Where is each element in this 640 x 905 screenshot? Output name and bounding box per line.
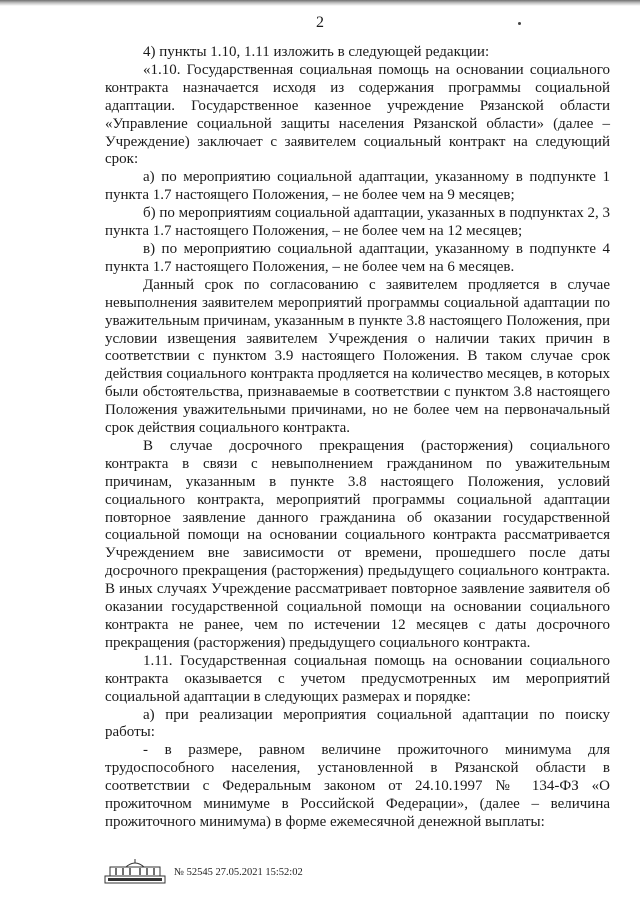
- paragraph: 1.11. Государственная социальная помощь на основании социального контракта оказывается с учетом предусмотренных им мероприятий социальной адаптации в следующих размерах и порядке:: [105, 652, 610, 705]
- paragraph: 4) пункты 1.10, 1.11 изложить в следующей редакции:: [143, 44, 490, 60]
- paragraph: а) при реализации мероприятия социальной адаптации по поиску работы:: [105, 706, 610, 741]
- paragraph: а) по мероприятию социальной адаптации, указанному в подпункте 1 пункта 1.7 настоящего Положения, – не более чем на 9 месяцев;: [105, 169, 610, 204]
- paragraph: Данный срок по согласованию с заявителем продляется в случае невыполнения заявителем мероприятий программы социальной адаптации по уважительным причинам, указанным в пункте 3.8 настоящего Положения, при условии извещения заявителем Учреждения о наличии таких причин в соответствии с пунктом 3.9 настоящего Положения. В таком случае срок действия социального контракта продляется на количество месяцев, в которых были обстоятельства, признаваемые в соответствии с пунктом 3.8 настоящего Положения уважительными причинами, но не более чем на первоначальный срок действия социального контракта.: [105, 276, 610, 437]
- scan-speck: [518, 22, 521, 25]
- paragraph: - в размере, равном величине прожиточного минимума для трудоспособного населения, установленной в Рязанской области в соответствии с Федеральным законом от 24.10.1997 № 134-ФЗ «О прожиточном минимуме в Российской Федерации», (далее – величина прожиточного минимума) в форме ежемесячной денежной выплаты:: [105, 742, 610, 830]
- document-registration-info: № 52545 27.05.2021 15:52:02: [174, 867, 303, 878]
- scan-top-edge: [0, 0, 640, 6]
- document-body: [105, 44, 610, 832]
- paragraph: б) по мероприятиям социальной адаптации, указанных в подпунктах 2, 3 пункта 1.7 настоящего Положения, – не более чем на 12 месяцев;: [105, 205, 610, 240]
- government-building-stamp-icon: [104, 858, 166, 884]
- paragraph: в) по мероприятию социальной адаптации, указанному в подпункте 4 пункта 1.7 настоящего Положения, – не более чем на 6 месяцев.: [105, 240, 610, 275]
- paragraph: В случае досрочного прекращения (расторжения) социального контракта в связи с невыполнением гражданином по уважительным причинам, указанным в пункте 3.8 настоящего Положения, условий социального контракта, мероприятий программы социальной адаптации повторное заявление данного гражданина об оказании государственной социальной помощи на основании социального контракта рассматривается Учреждением вне зависимости от времени, прошедшего после даты досрочного прекращения (расторжения) предыдущего социального контракта. В иных случаях Учреждение рассматривает повторное заявление заявителя об оказании государственной социальной помощи на основании социального контракта не ранее, чем по истечении 12 месяцев с даты досрочного прекращения (расторжения) предыдущего социального контракта.: [105, 437, 610, 651]
- paragraph: «1.10. Государственная социальная помощь на основании социального контракта назначается исходя из содержания программы социальной адаптации. Государственное казенное учреждение Рязанской области «Управление социальной защиты населения Рязанской области» (далее – Учреждение) заключает с заявителем социальный контракт на следующий срок:: [105, 61, 610, 168]
- page-number: 2: [316, 14, 324, 31]
- document-footer: [104, 858, 424, 888]
